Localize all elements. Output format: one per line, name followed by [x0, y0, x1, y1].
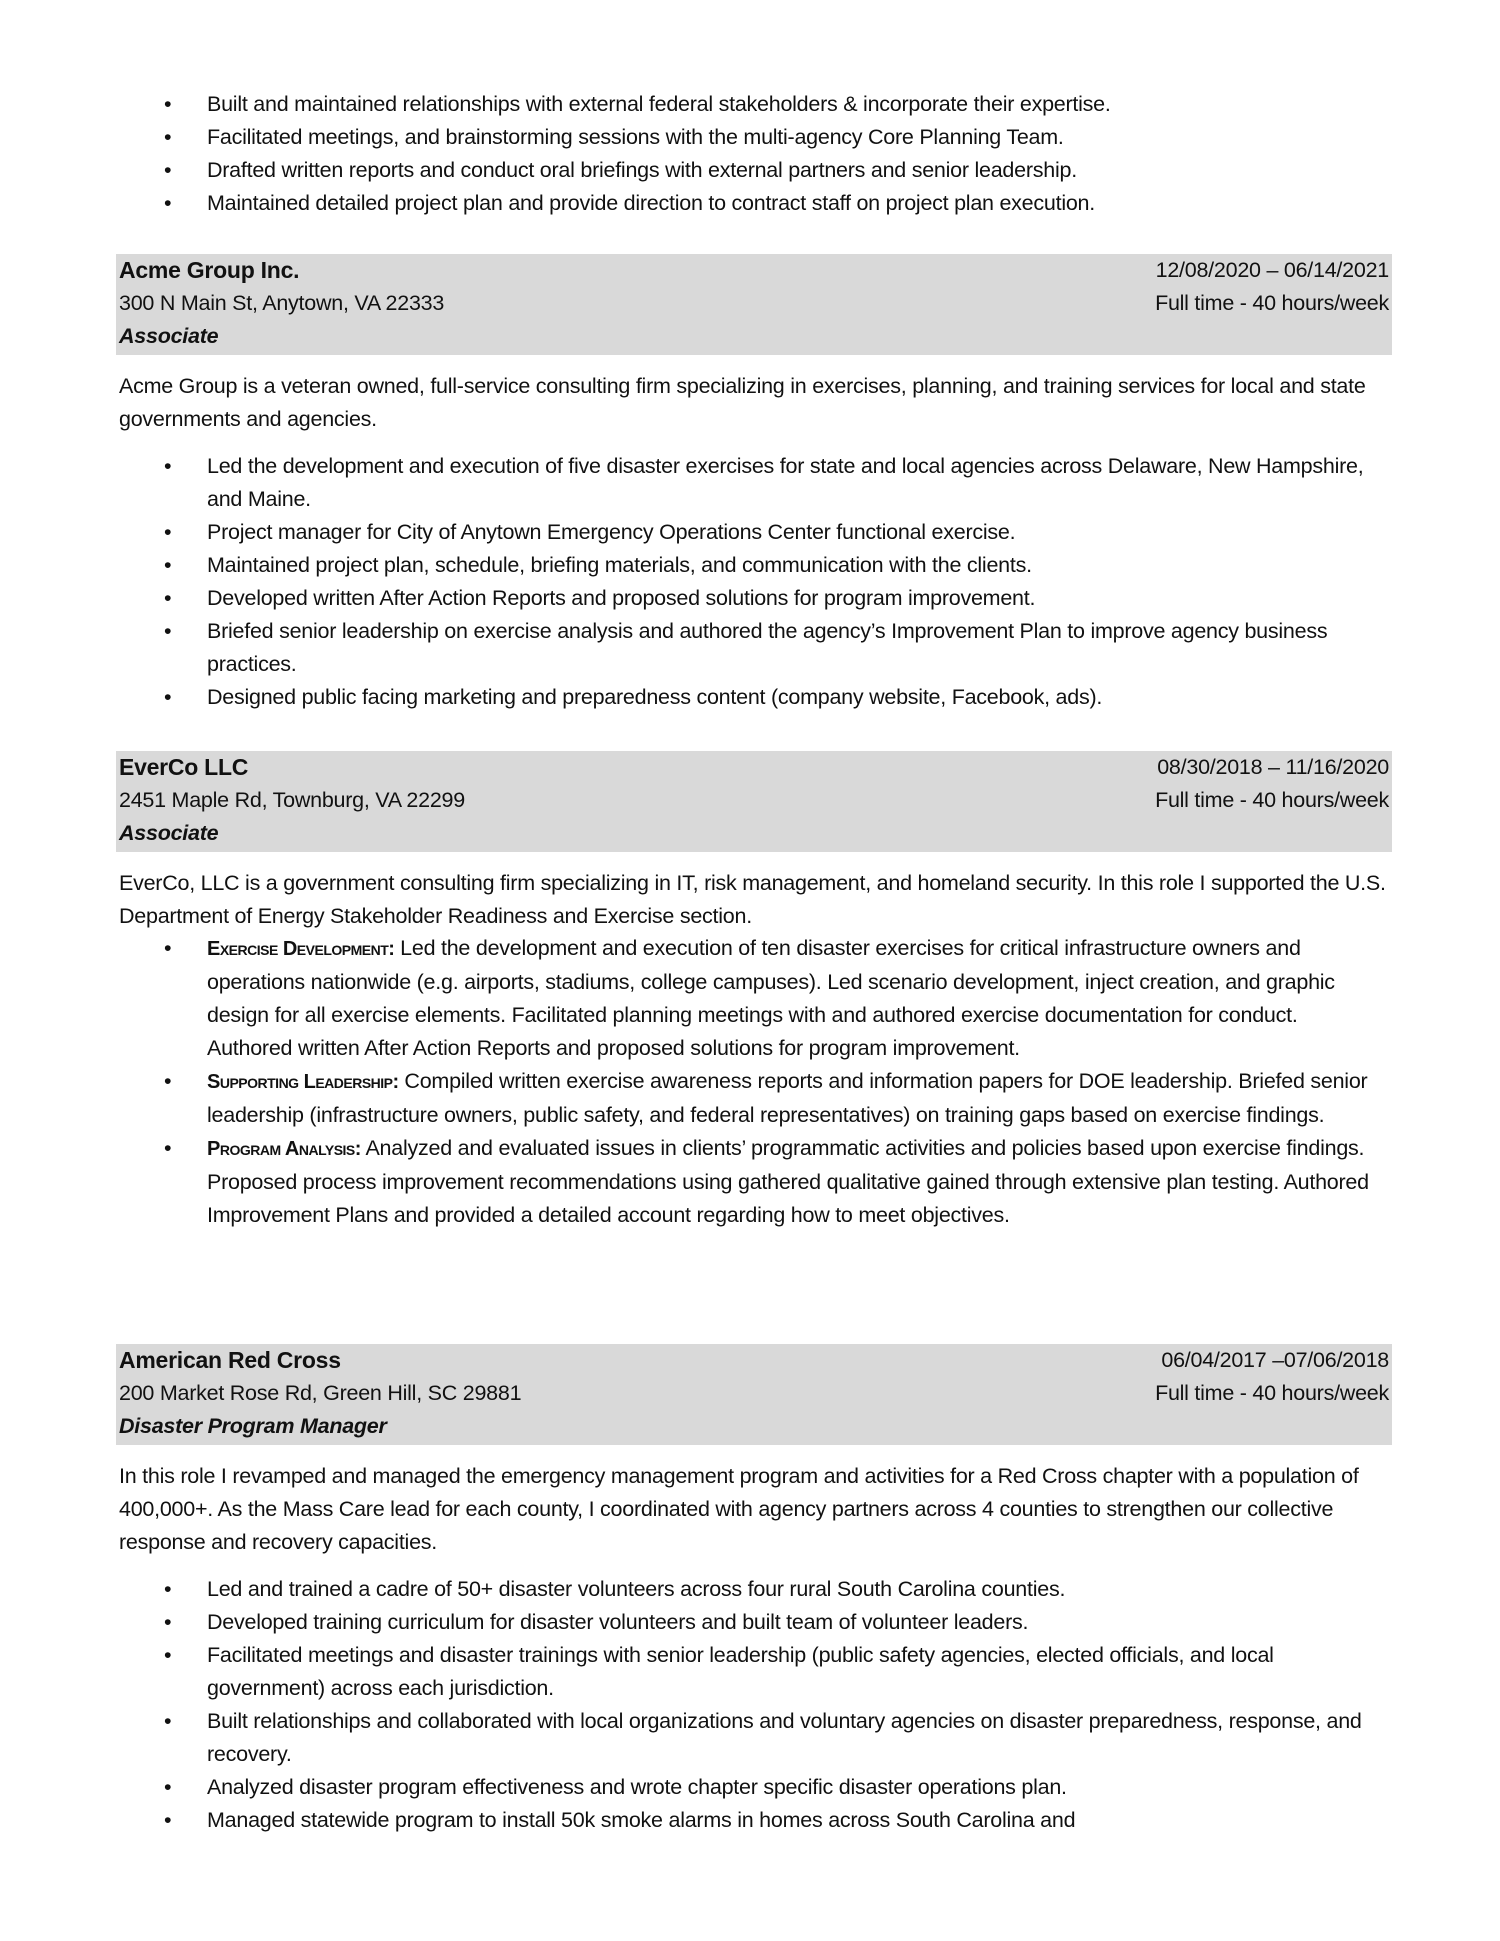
list-item — [119, 582, 1387, 615]
list-item — [119, 1771, 1387, 1804]
employment-dates: 12/08/2020 – 06/14/2021 — [1155, 258, 1389, 282]
bullet-label: Supporting Leadership: — [207, 1071, 399, 1093]
list-item — [119, 88, 1387, 121]
list-item — [119, 549, 1387, 582]
list-item — [119, 450, 1387, 516]
bullet-icon: • — [164, 1610, 172, 1634]
bullet-icon: • — [164, 1709, 172, 1733]
bullet-icon: • — [164, 158, 172, 182]
bullet-icon: • — [164, 125, 172, 149]
bullet-text: Built and maintained relationships with external federal stakeholders & incorporate their expertise. — [207, 92, 1111, 116]
bullet-label: Exercise Development: — [207, 938, 395, 960]
bullet-text: Managed statewide program to install 50k smoke alarms in homes across South Carolina and — [207, 1808, 1076, 1832]
bullet-icon: • — [164, 1808, 172, 1832]
bullet-text: Facilitated meetings, and brainstorming sessions with the multi-agency Core Planning Team. — [207, 125, 1064, 149]
job-header-acme — [116, 254, 1392, 355]
company-address: 300 N Main St, Anytown, VA 22333 — [119, 291, 445, 315]
bullet-label: Program Analysis: — [207, 1138, 361, 1160]
bullet-text: Led and trained a cadre of 50+ disaster volunteers across four rural South Carolina counties. — [207, 1577, 1066, 1601]
bullet-icon: • — [164, 1643, 172, 1667]
list-item — [119, 1606, 1387, 1639]
employment-dates: 08/30/2018 – 11/16/2020 — [1157, 755, 1389, 779]
bullet-text: Maintained project plan, schedule, briefing materials, and communication with the clients. — [207, 553, 1032, 577]
bullet-text: Briefed senior leadership on exercise analysis and authored the agency’s Improvement Plan to improve agency business practices. — [207, 619, 1328, 676]
bullet-icon: • — [164, 92, 172, 116]
list-item — [119, 1065, 1387, 1132]
bullet-icon: • — [164, 191, 172, 215]
bullet-icon: • — [164, 685, 172, 709]
bullet-icon: • — [164, 586, 172, 610]
company-address: 200 Market Rose Rd, Green Hill, SC 29881 — [119, 1381, 522, 1405]
bullet-text: Led the development and execution of ten disaster exercises for critical infrastructure owners and operations nationwide (e.g. airports, stadiums, college campuses). Led scenario development, inject creation, and graphic design for all exercise elements. Facilitated planning meetings with and authored exercise documentation for conduct. Authored written After Action Reports and proposed solutions for program improvement. — [207, 936, 1335, 1060]
bullet-icon: • — [164, 520, 172, 544]
job-title: Associate — [119, 324, 219, 348]
job-header-everco — [116, 751, 1392, 852]
company-address: 2451 Maple Rd, Townburg, VA 22299 — [119, 788, 465, 812]
bullet-text: Led the development and execution of five disaster exercises for state and local agencies across Delaware, New Hampshire, and Maine. — [207, 454, 1364, 511]
bullet-text: Analyzed disaster program effectiveness and wrote chapter specific disaster operations plan. — [207, 1775, 1067, 1799]
list-item — [119, 187, 1387, 220]
job-description: EverCo, LLC is a government consulting firm specializing in IT, risk management, and homeland security. In this role I supported the U.S. Department of Energy Stakeholder Readiness and Exercise section. — [119, 871, 1386, 928]
bullet-icon: • — [164, 1136, 172, 1160]
list-item — [119, 1132, 1387, 1232]
bullet-text: Drafted written reports and conduct oral briefings with external partners and senior leadership. — [207, 158, 1077, 182]
bullet-text: Facilitated meetings and disaster trainings with senior leadership (public safety agencies, elected officials, and local government) across each jurisdiction. — [207, 1643, 1274, 1700]
bullet-icon: • — [164, 1069, 172, 1093]
bullet-text: Project manager for City of Anytown Emergency Operations Center functional exercise. — [207, 520, 1016, 544]
list-item — [119, 1705, 1387, 1771]
bullet-icon: • — [164, 1775, 172, 1799]
bullet-text: Developed written After Action Reports and proposed solutions for program improvement. — [207, 586, 1036, 610]
job-bullet-list — [119, 1573, 1387, 1837]
job-bullet-list — [119, 932, 1387, 1232]
bullet-text: Analyzed and evaluated issues in clients’ programmatic activities and policies based upon exercise findings. Proposed process improvement recommendations using gathered qualitative gained through extensive plan testing. Authored Improvement Plans and provided a detailed account regarding how to meet objectives. — [207, 1136, 1369, 1227]
list-item — [119, 121, 1387, 154]
bullet-icon: • — [164, 454, 172, 478]
job-bullet-list — [119, 450, 1387, 714]
company-name: American Red Cross — [119, 1347, 341, 1373]
job-header-red-cross — [116, 1344, 1392, 1445]
job-title: Associate — [119, 821, 219, 845]
bullet-text: Built relationships and collaborated with local organizations and voluntary agencies on disaster preparedness, response, and recovery. — [207, 1709, 1362, 1766]
intro-bullet-list — [119, 88, 1387, 220]
bullet-text: Maintained detailed project plan and provide direction to contract staff on project plan execution. — [207, 191, 1095, 215]
bullet-text: Compiled written exercise awareness reports and information papers for DOE leadership. Briefed senior leadership (infrastructure owners, public safety, and federal representatives) on training gaps based on exercise findings. — [207, 1069, 1368, 1127]
company-name: EverCo LLC — [119, 754, 249, 780]
employment-hours: Full time - 40 hours/week — [1155, 788, 1389, 812]
bullet-icon: • — [164, 619, 172, 643]
job-description: In this role I revamped and managed the emergency management program and activities for a Red Cross chapter with a population of 400,000+. As the Mass Care lead for each county, I coordinated with agency partners across 4 counties to strengthen our collective response and recovery capacities. — [119, 1464, 1359, 1554]
list-item — [119, 1573, 1387, 1606]
bullet-icon: • — [164, 553, 172, 577]
bullet-icon: • — [164, 1577, 172, 1601]
list-item — [119, 681, 1387, 714]
list-item — [119, 1639, 1387, 1705]
list-item — [119, 516, 1387, 549]
list-item — [119, 932, 1387, 1065]
employment-dates: 06/04/2017 –07/06/2018 — [1161, 1348, 1389, 1372]
list-item — [119, 615, 1387, 681]
bullet-text: Developed training curriculum for disaster volunteers and built team of volunteer leaders. — [207, 1610, 1029, 1634]
list-item — [119, 1804, 1387, 1837]
job-description: Acme Group is a veteran owned, full-service consulting firm specializing in exercises, planning, and training services for local and state governments and agencies. — [119, 374, 1366, 431]
company-name: Acme Group Inc. — [119, 257, 300, 283]
employment-hours: Full time - 40 hours/week — [1155, 291, 1389, 315]
bullet-text: Designed public facing marketing and preparedness content (company website, Facebook, ads). — [207, 685, 1103, 709]
employment-hours: Full time - 40 hours/week — [1155, 1381, 1389, 1405]
job-title: Disaster Program Manager — [119, 1414, 387, 1438]
list-item — [119, 154, 1387, 187]
bullet-icon: • — [164, 936, 172, 960]
